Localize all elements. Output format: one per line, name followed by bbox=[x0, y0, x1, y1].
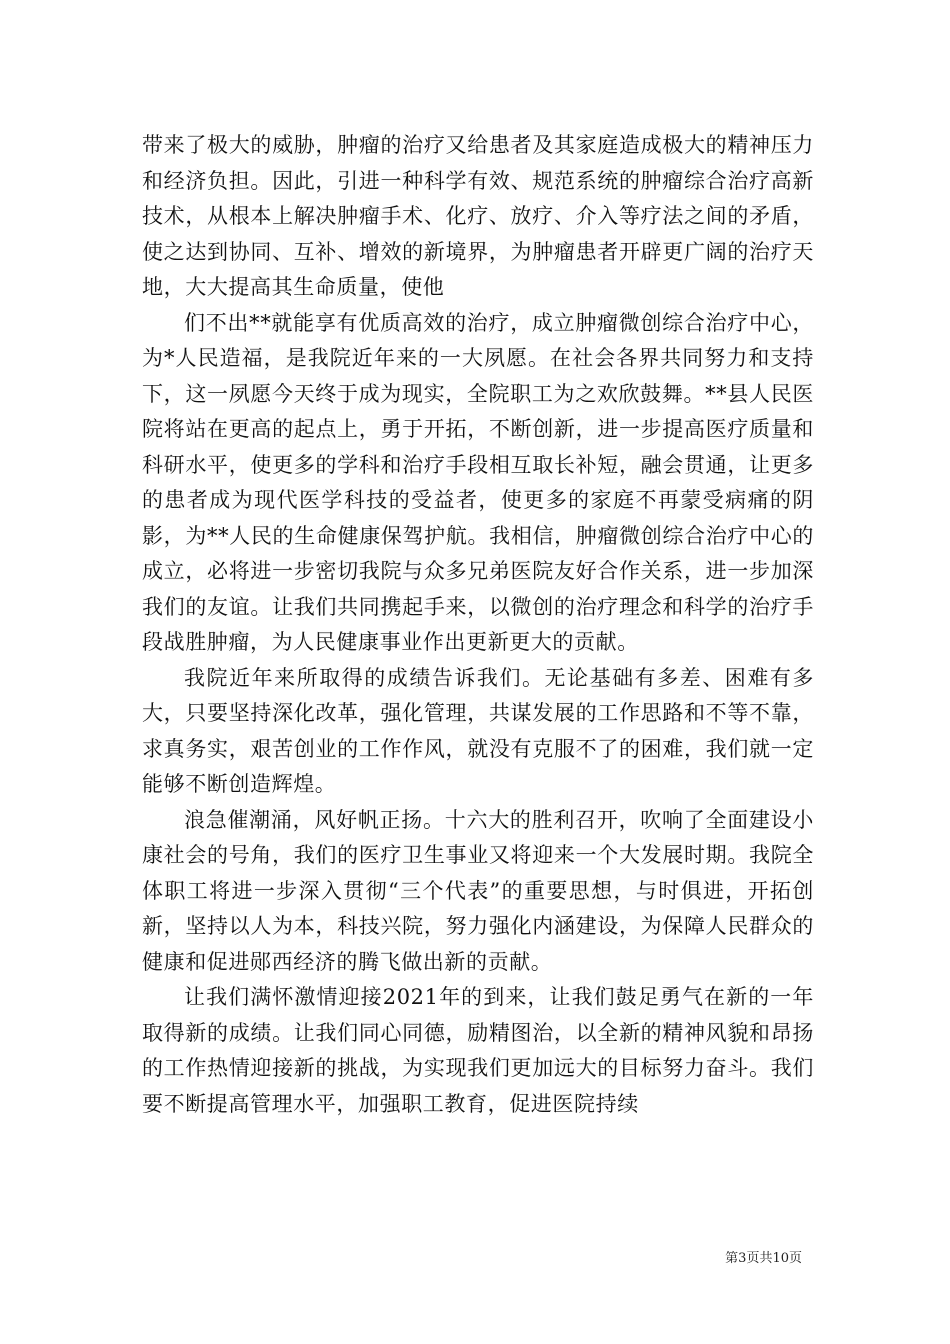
page-number-footer: 第3页共10页 bbox=[725, 1251, 802, 1266]
document-body bbox=[142, 128, 814, 1122]
paragraph-1: 带来了极大的威胁，肿瘤的治疗又给患者及其家庭造成极大的精神压力和经济负担。因此，引进一种科学有效、规范系统的肿瘤综合治疗高新技术，从根本上解决肿瘤手术、化疗、放疗、介入等疗法之间的矛盾，使之达到协同、互补、增效的新境界，为肿瘤患者开辟更广阔的治疗天地，大大提高其生命质量，使他 bbox=[142, 133, 814, 299]
paragraph-4: 浪急催潮涌，风好帆正扬。十六大的胜利召开，吹响了全面建设小康社会的号角，我们的医疗卫生事业又将迎来一个大发展时期。我院全体职工将进一步深入贯彻“三个代表”的重要思想，与时俱进，开拓创新，坚持以人为本，科技兴院，努力强化内涵建设，为保障人民群众的健康和促进郧西经济的腾飞做出新的贡献。 bbox=[142, 807, 814, 974]
paragraph-3: 我院近年来所取得的成绩告诉我们。无论基础有多差、困难有多大，只要坚持深化改革，强化管理，共谋发展的工作思路和不等不靠，求真务实，艰苦创业的工作作风，就没有克服不了的困难，我们就一定能够不断创造辉煌。 bbox=[142, 665, 814, 796]
paragraph-5: 让我们满怀激情迎接2021年的到来，让我们鼓足勇气在新的一年取得新的成绩。让我们同心同德，励精图治，以全新的精神风貌和昂扬的工作热情迎接新的挑战，为实现我们更加远大的目标努力奋斗。我们要不断提高管理水平，加强职工教育，促进医院持续 bbox=[142, 985, 814, 1116]
paragraph-2: 们不出**就能享有优质高效的治疗，成立肿瘤微创综合治疗中心，为*人民造福，是我院近年来的一大夙愿。在社会各界共同努力和支持下，这一夙愿今天终于成为现实，全院职工为之欢欣鼓舞。**县人民医院将站在更高的起点上，勇于开拓，不断创新，进一步提高医疗质量和科研水平，使更多的学科和治疗手段相互取长补短，融会贯通，让更多的患者成为现代医学科技的受益者，使更多的家庭不再蒙受病痛的阴影，为**人民的生命健康保驾护航。我相信，肿瘤微创综合治疗中心的成立，必将进一步密切我院与众多兄弟医院友好合作关系，进一步加深我们的友谊。让我们共同携起手来，以微创的治疗理念和科学的治疗手段战胜肿瘤，为人民健康事业作出更新更大的贡献。 bbox=[142, 310, 814, 654]
